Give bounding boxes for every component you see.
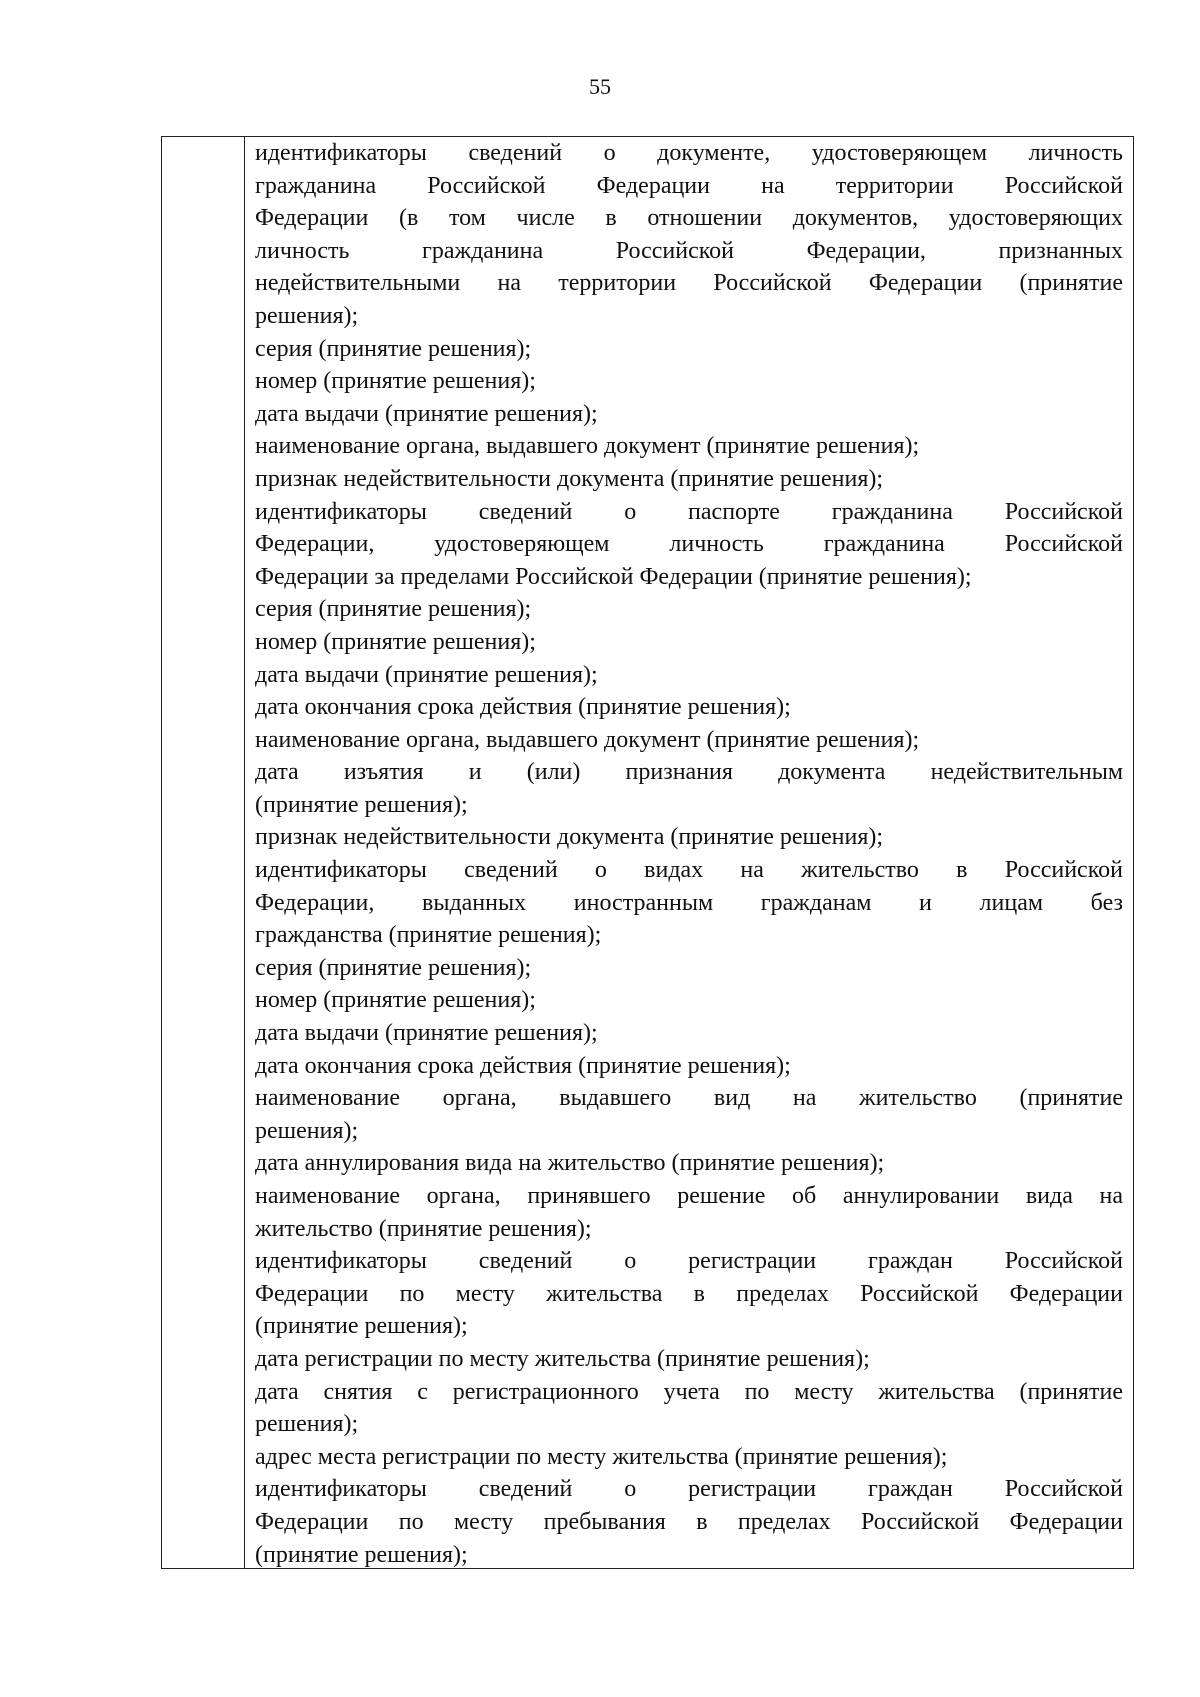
content-table	[161, 136, 1134, 1569]
text-line: признак недействительности документа (принятие решения);	[255, 824, 884, 851]
text-line: решения);	[255, 302, 359, 329]
text-line: недействительными на территории Российской Федерации (принятие	[255, 270, 1123, 297]
page-number: 55	[589, 74, 611, 99]
text-line: (принятие решения);	[255, 791, 468, 818]
text-line: дата снятия с регистрационного учета по месту жительства (принятие	[255, 1378, 1123, 1405]
text-line: Федерации, удостоверяющем личность гражданина Российской	[255, 531, 1123, 558]
text-line: Федерации по месту жительства в пределах Российской Федерации	[255, 1280, 1123, 1307]
text-line: решения);	[255, 1411, 359, 1438]
text-line: дата выдачи (принятие решения);	[255, 400, 598, 427]
text-line: наименование органа, выдавшего документ (принятие решения);	[255, 433, 920, 460]
text-line: дата регистрации по месту жительства (принятие решения);	[255, 1345, 870, 1372]
table-left-cell	[162, 137, 245, 1568]
text-line: адрес места регистрации по месту жительства (принятие решения);	[255, 1443, 948, 1470]
text-lines	[255, 137, 1123, 1571]
text-line: дата аннулирования вида на жительство (принятие решения);	[255, 1150, 885, 1177]
text-line: наименование органа, выдавшего вид на жительство (принятие	[255, 1085, 1123, 1112]
text-line: дата выдачи (принятие решения);	[255, 661, 598, 688]
text-line: серия (принятие решения);	[255, 954, 532, 981]
text-line: Федерации по месту пребывания в пределах Российской Федерации	[255, 1508, 1123, 1535]
text-line: решения);	[255, 1117, 359, 1144]
text-line: идентификаторы сведений о паспорте гражданина Российской	[255, 498, 1123, 525]
text-line: личность гражданина Российской Федерации, признанных	[255, 237, 1123, 264]
text-line: наименование органа, выдавшего документ (принятие решения);	[255, 726, 920, 753]
text-line: серия (принятие решения);	[255, 335, 532, 362]
text-line: номер (принятие решения);	[255, 368, 536, 395]
text-line: гражданства (принятие решения);	[255, 922, 602, 949]
text-line: идентификаторы сведений о документе, удостоверяющем личность	[255, 140, 1123, 166]
text-line: дата окончания срока действия (принятие решения);	[255, 694, 791, 721]
text-line: дата окончания срока действия (принятие решения);	[255, 1052, 791, 1079]
text-line: жительство (принятие решения);	[255, 1215, 592, 1242]
text-line: серия (принятие решения);	[255, 596, 532, 623]
text-line: наименование органа, принявшего решение об аннулировании вида на	[255, 1183, 1123, 1209]
text-line: дата выдачи (принятие решения);	[255, 1020, 598, 1047]
text-line: признак недействительности документа (принятие решения);	[255, 465, 884, 492]
text-line: Федерации, выданных иностранным гражданам и лицам без	[255, 889, 1123, 916]
text-line: Федерации (в том числе в отношении документов, удостоверяющих	[255, 205, 1123, 232]
text-line: номер (принятие решения);	[255, 987, 536, 1014]
text-line: дата изъятия и (или) признания документа недействительным	[255, 759, 1123, 786]
text-line: идентификаторы сведений о регистрации граждан Российской	[255, 1248, 1123, 1275]
text-line: (принятие решения);	[255, 1541, 468, 1568]
text-line: номер (принятие решения);	[255, 628, 536, 655]
text-line: идентификаторы сведений о видах на жительство в Российской	[255, 857, 1123, 884]
text-line: идентификаторы сведений о регистрации граждан Российской	[255, 1476, 1123, 1503]
text-line: Федерации за пределами Российской Федерации (принятие решения);	[255, 563, 972, 590]
table-right-cell	[245, 137, 1133, 1568]
text-line: гражданина Российской Федерации на территории Российской	[255, 172, 1123, 199]
text-line: (принятие решения);	[255, 1313, 468, 1340]
